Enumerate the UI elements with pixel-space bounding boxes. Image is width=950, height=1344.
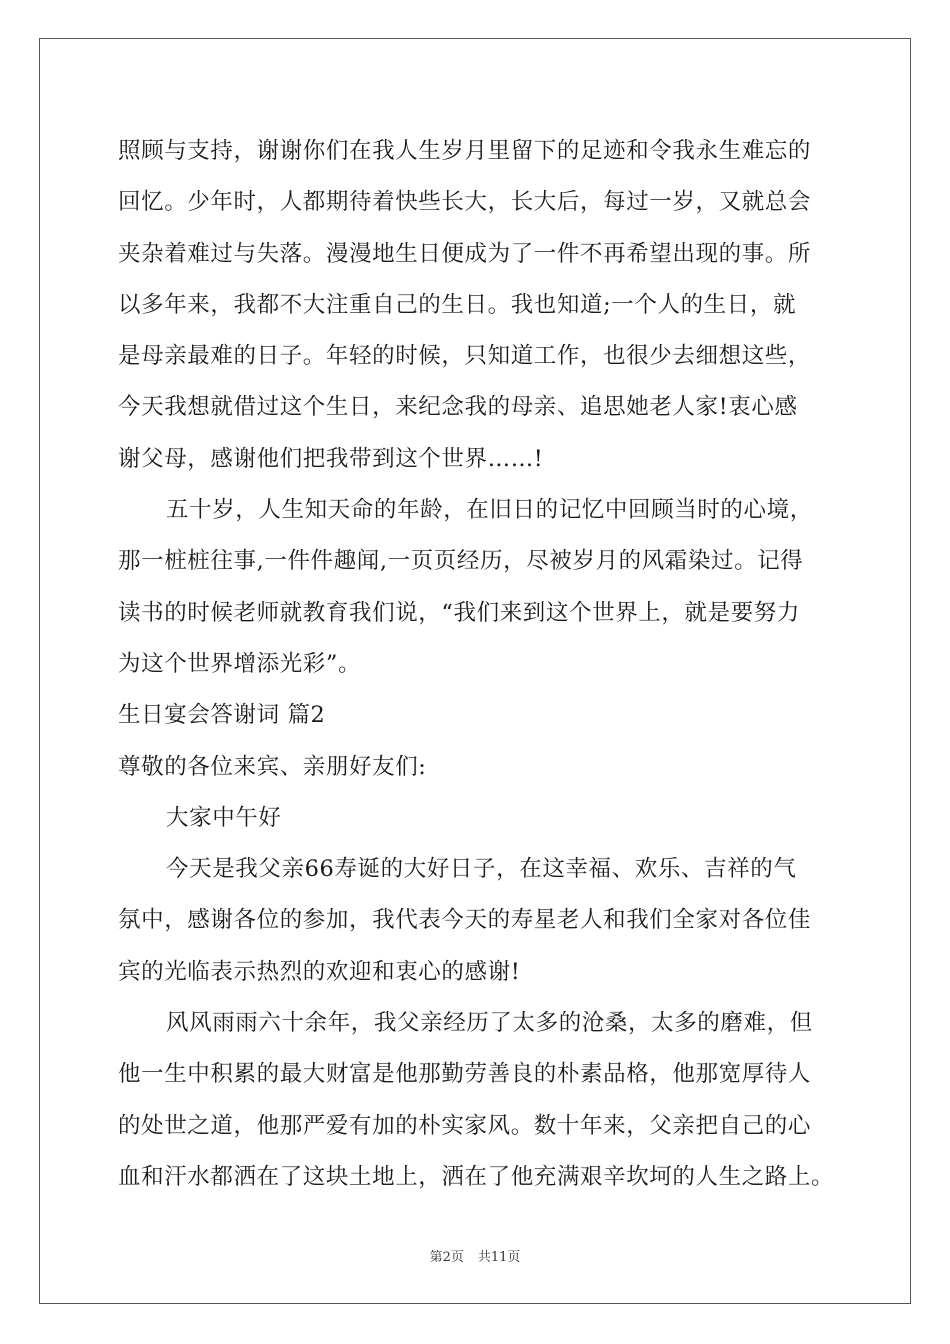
text-line: 大家中午好: [166, 804, 282, 831]
text-line: 血和汗水都洒在了这块土地上，洒在了他充满艰辛坎坷的人生之路上。: [118, 1163, 835, 1190]
text-line: 的处世之道，他那严爱有加的朴实家风。数十年来，父亲把自己的心: [118, 1112, 812, 1139]
text-line: 尊敬的各位来宾、亲朋好友们:: [118, 753, 427, 780]
text-line: 读书的时候老师就教育我们说，“我们来到这个世界上，就是要努力: [118, 599, 801, 626]
text-line: 生日宴会答谢词 篇2: [118, 702, 326, 729]
text-line: 宾的光临表示热烈的欢迎和衷心的感谢!: [118, 958, 521, 985]
text-line: 五十岁，人生知天命的年龄，在旧日的记忆中回顾当时的心境，: [166, 497, 813, 524]
document-body: [118, 126, 838, 1203]
text-line: 风风雨雨六十余年，我父亲经历了太多的沧桑，太多的磨难，但: [166, 1010, 813, 1037]
text-line: 夹杂着难过与失落。漫漫地生日便成为了一件不再希望出现的事。所: [118, 240, 812, 267]
text-line: 回忆。少年时，人都期待着快些长大，长大后，每过一岁，又就总会: [118, 189, 812, 216]
text-line: 谢父母，感谢他们把我带到这个世界……!: [118, 445, 544, 472]
text-line: 氛中，感谢各位的参加，我代表今天的寿星老人和我们全家对各位佳: [118, 907, 812, 934]
page-number: 第2页: [429, 1250, 464, 1265]
page-total: 共11页: [477, 1250, 521, 1265]
text-line: 为这个世界增添光彩”。: [118, 650, 362, 677]
text-line: 今天是我父亲66寿诞的大好日子，在这幸福、欢乐、吉祥的气: [166, 856, 797, 883]
text-line: 那一桩桩往事,一件件趣闻,一页页经历，尽被岁月的风霜染过。记得: [118, 548, 804, 575]
text-line: 是母亲最难的日子。年轻的时候，只知道工作，也很少去细想这些，: [118, 343, 812, 370]
text-line: 今天我想就借过这个生日，来纪念我的母亲、追思她老人家!衷心感: [118, 394, 798, 421]
page-footer: [0, 1246, 950, 1265]
text-line: 以多年来，我都不大注重自己的生日。我也知道;一个人的生日，就: [118, 291, 797, 318]
text-line: 他一生中积累的最大财富是他那勤劳善良的朴素品格，他那宽厚待人: [118, 1061, 812, 1088]
text-line: 照顾与支持，谢谢你们在我人生岁月里留下的足迹和令我永生难忘的: [118, 138, 812, 164]
